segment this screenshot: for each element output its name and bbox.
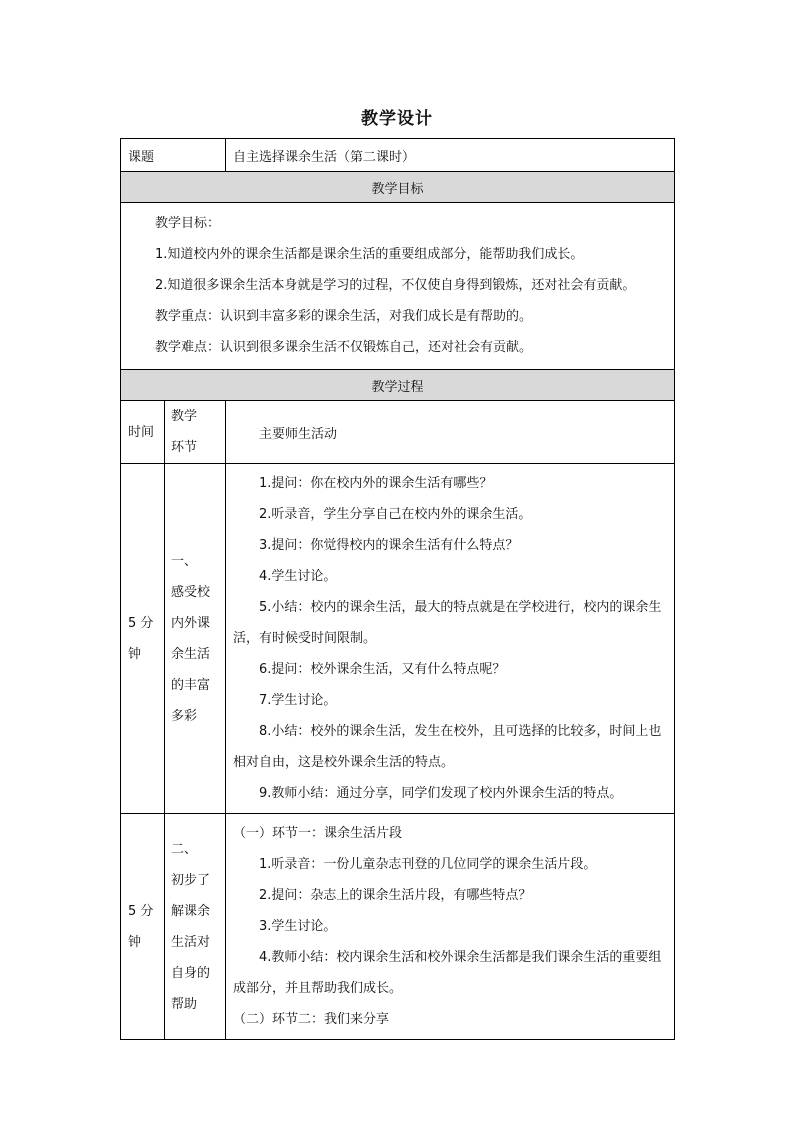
stage-line: 二、 (171, 841, 198, 857)
process-band: 教学过程 (121, 370, 675, 401)
activity-item: 7.学生讨论。 (259, 693, 337, 708)
activity-item: 4.学生讨论。 (259, 569, 337, 584)
activity-item: 1.听录音：一份儿童杂志刊登的几位同学的课余生活片段。 (259, 857, 597, 872)
activity-item: 9.教师小结：通过分享，同学们发现了校内外课余生活的特点。 (259, 786, 623, 801)
activity-item: 3.学生讨论。 (259, 919, 337, 934)
stage-line: 感受校 (171, 584, 211, 600)
objective-item: 2.知道很多课余生活本身就是学习的过程，不仅使自身得到锻炼，还对社会有贡献。 (155, 278, 636, 293)
activity-item: 2.听录音，学生分享自己在校内外的课余生活。 (259, 507, 532, 522)
topic-label: 课题 (121, 139, 226, 172)
header-stage-line: 环节 (171, 440, 198, 455)
activity-item: 1.提问：你在校内外的课余生活有哪些？ (259, 476, 493, 491)
stage1-name (165, 464, 226, 814)
stage2-name (165, 814, 226, 1040)
objectives-row (121, 203, 675, 370)
stage-line: 自身的 (171, 965, 211, 981)
activity-item: 5.小结：校内的课余生活，最大的特点就是在学校进行，校内的课余生活，有时候受时间限制。 (233, 600, 662, 646)
difficult-point: 教学难点：认识到很多课余生活不仅锻炼自己，还对社会有贡献。 (155, 340, 533, 355)
stage-line: 初步了 (171, 872, 211, 888)
stage-line: 内外课 (171, 615, 211, 631)
stage-line: 多彩 (171, 708, 198, 724)
document-title: 教学设计 (361, 109, 433, 129)
objectives-heading: 教学目标： (155, 216, 221, 231)
header-stage-line: 教学 (171, 409, 198, 424)
stage1-time (121, 464, 165, 814)
stage2-activities (226, 814, 675, 1040)
process-band-row (121, 370, 675, 401)
objective-item: 1.知道校内外的课余生活都是课余生活的重要组成部分，能帮助我们成长。 (155, 247, 584, 262)
stage-line: 余生活 (171, 646, 211, 662)
stage-row (121, 814, 675, 1040)
activity-item: 2.提问：杂志上的课余生活片段，有哪些特点？ (259, 888, 532, 903)
time-line: 钟 (128, 646, 142, 662)
stage-line: 的丰富 (171, 677, 211, 693)
stage-line: 生活对 (171, 934, 211, 950)
objectives-cell (121, 203, 675, 370)
section-heading: （一）环节一：课余生活片段 (233, 826, 403, 841)
activity-item: 6.提问：校外课余生活，又有什么特点呢？ (259, 662, 506, 677)
stage-line: 解课余 (171, 903, 211, 919)
activity-item: 8.小结：校外的课余生活，发生在校外，且可选择的比较多，时间上也相对自由，这是校外课余生活的特点。 (233, 724, 662, 770)
objectives-band-row (121, 172, 675, 203)
process-header-row (121, 401, 675, 464)
header-activity: 主要师生活动 (226, 401, 675, 464)
topic-row (121, 139, 675, 172)
key-point: 教学重点：认识到丰富多彩的课余生活，对我们成长是有帮助的。 (155, 309, 533, 324)
header-stage (165, 401, 226, 464)
activity-item: 3.提问：你觉得校内的课余生活有什么特点？ (259, 538, 519, 553)
stage2-time (121, 814, 165, 1040)
topic-value: 自主选择课余生活（第二课时） (226, 139, 675, 172)
lesson-plan-table (120, 138, 675, 1040)
header-time: 时间 (121, 401, 165, 464)
activity-item: 4.教师小结：校内课余生活和校外课余生活都是我们课余生活的重要组成部分，并且帮助我们成长。 (233, 950, 662, 996)
stage1-activities (226, 464, 675, 814)
time-line: 钟 (128, 934, 142, 950)
time-line: 5 分 (128, 615, 154, 631)
objectives-band: 教学目标 (121, 172, 675, 203)
time-line: 5 分 (128, 903, 154, 919)
stage-row (121, 464, 675, 814)
stage-line: 帮助 (171, 996, 198, 1012)
section-heading: （二）环节二：我们来分享 (233, 1012, 390, 1027)
stage-line: 一、 (171, 553, 198, 569)
